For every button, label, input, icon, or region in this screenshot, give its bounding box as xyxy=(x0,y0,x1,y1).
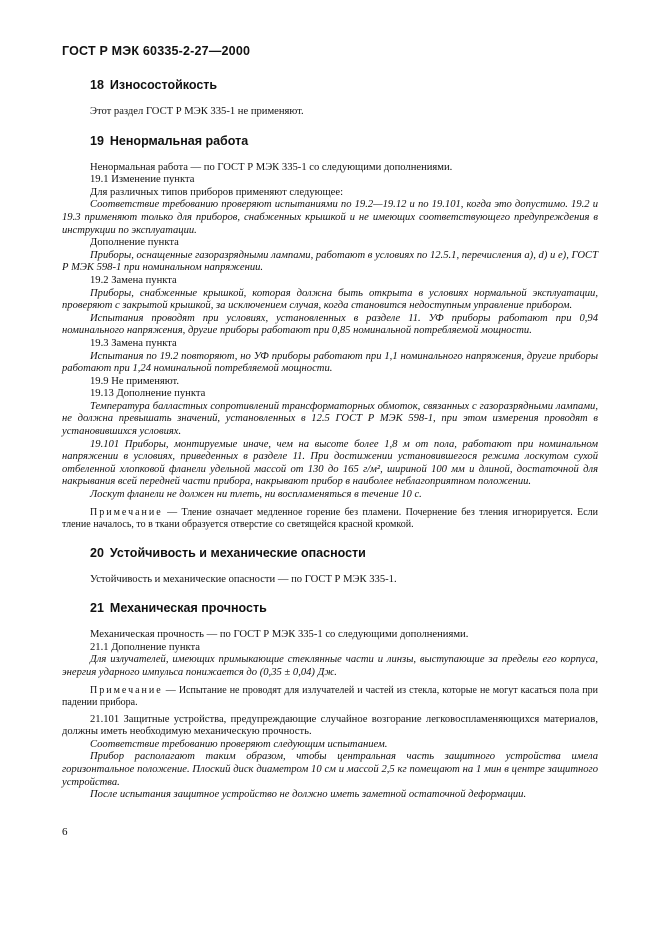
paragraph: Ненормальная работа — по ГОСТ Р МЭК 335-1 со следующими дополнениями. xyxy=(90,161,453,173)
section-20-heading xyxy=(90,546,598,560)
clause-heading: 21.1 Дополнение пункта xyxy=(90,641,200,653)
note xyxy=(62,507,598,531)
page-content xyxy=(62,78,598,802)
clause-heading: 19.13 Дополнение пункта xyxy=(90,388,206,400)
section-title: Износостойкость xyxy=(109,78,218,92)
clause-heading: Дополнение пункта xyxy=(90,237,179,249)
paragraph: 19.101 Приборы, монтируемые иначе, чем на высоте более 1,8 м от пола, работают при номинальном напряжении в условиях, приведенных в разделе 11. При достижении установившегося режима лоскутом сухой отбеленной хлопковой фланели удельной массой от 130 до 165 г/м², шириной 100 мм и длиной, достаточной для накрывания всей передней части прибора, накрывают прибор в наиболее неблагоприятном положении. xyxy=(62,438,598,488)
paragraph: Соответствие требованию проверяют следующим испытанием. xyxy=(90,738,388,750)
paragraph: Лоскут фланели не должен ни тлеть, ни воспламеняться в течение 10 с. xyxy=(90,489,422,501)
section-number: 19 xyxy=(90,133,104,148)
clause-heading: 19.1 Изменение пункта xyxy=(90,174,195,186)
paragraph: Испытания по 19.2 повторяют, но УФ приборы работают при 1,1 номинального напряжения, другие приборы работают при 1,24 номинальной потребляемой мощности. xyxy=(62,350,598,375)
paragraph: 21.101 Защитные устройства, предупреждающие случайное возгорание легковоспламеняющихся материалов, должны иметь необходимую механическую прочность. xyxy=(62,713,598,738)
clause-heading: 19.9 Не применяют. xyxy=(90,375,180,387)
section-number: 21 xyxy=(90,601,104,616)
note xyxy=(62,685,598,709)
note-text: — Испытание не проводят для излучателей и частей из стекла, которые не могут касаться пола при падении прибора. xyxy=(62,684,598,708)
page-number: 6 xyxy=(62,826,68,838)
note-text: — Тление означает медленное горение без пламени. Почернение без тления игнорируется. Если тление началось, то в ткани образуется отверстие со светящейся красной кромкой. xyxy=(62,506,598,530)
paragraph: Этот раздел ГОСТ Р МЭК 335-1 не применяют. xyxy=(90,106,304,117)
section-number: 18 xyxy=(90,78,104,92)
section-title: Устойчивость и механические опасности xyxy=(109,545,366,560)
paragraph: Приборы, оснащенные газоразрядными лампами, работают в условиях по 12.5.1, перечисления а), d) и е), ГОСТ Р МЭК 598-1 при номинальном напряжении. xyxy=(62,249,598,274)
paragraph: Приборы, снабженные крышкой, которая должна быть открыта в условиях нормальной эксплуатации, проверяют с закрытой крышкой, за исключением случая, когда становится недоступным управление прибором. xyxy=(62,287,598,312)
clause-heading: 19.3 Замена пункта xyxy=(90,337,177,349)
note-label: Примечание xyxy=(90,684,163,696)
clause-heading: 19.2 Замена пункта xyxy=(90,274,177,286)
note-label: Примечание xyxy=(90,506,163,518)
paragraph: Механическая прочность — по ГОСТ Р МЭК 335-1 со следующими дополнениями. xyxy=(90,629,469,641)
paragraph: Для различных типов приборов применяют следующее: xyxy=(90,186,344,198)
paragraph: После испытания защитное устройство не должно иметь заметной остаточной деформации. xyxy=(90,789,527,801)
section-title: Ненормальная работа xyxy=(109,133,249,148)
running-header: ГОСТ Р МЭК 60335-2-27—2000 xyxy=(62,44,251,58)
paragraph: Соответствие требованию проверяют испытаниями по 19.2—19.12 и по 19.101, когда это допустимо. 19.2 и 19.3 применяют только для приборов, снабженных крышкой и не имеющих соответствующего предупреждения в инструкции по эксплуатации. xyxy=(62,199,598,236)
section-19-heading xyxy=(90,134,598,148)
section-title: Механическая прочность xyxy=(109,601,267,616)
paragraph: Для излучателей, имеющих примыкающие стеклянные части и линзы, выступающие за пределы его корпуса, энергия ударного импульса понижается до (0,35 ± 0,04) Дж. xyxy=(62,654,598,678)
section-21-heading xyxy=(90,601,598,615)
paragraph: Испытания проводят при условиях, установленных в разделе 11. УФ приборы работают при 0,94 номинального напряжения, другие приборы работают при 0,85 номинальной потребляемой мощности. xyxy=(62,312,598,337)
paragraph: Прибор располагают таким образом, чтобы центральная часть защитного устройства имела горизонтальное положение. Плоский диск диаметром 10 см и массой 2,5 кг помещают на 1 мин в центре защитного устройства. xyxy=(62,751,598,788)
paragraph: Устойчивость и механические опасности — по ГОСТ Р МЭК 335-1. xyxy=(90,573,397,585)
section-number: 20 xyxy=(90,545,104,560)
section-18-heading xyxy=(90,78,598,92)
paragraph: Температура балластных сопротивлений трансформаторных обмоток, связанных с газоразрядными лампами, не должна превышать значений, установленных в 12.5 ГОСТ Р МЭК 598-1, при этом измерения проводят в установившихся условиях. xyxy=(62,400,598,438)
